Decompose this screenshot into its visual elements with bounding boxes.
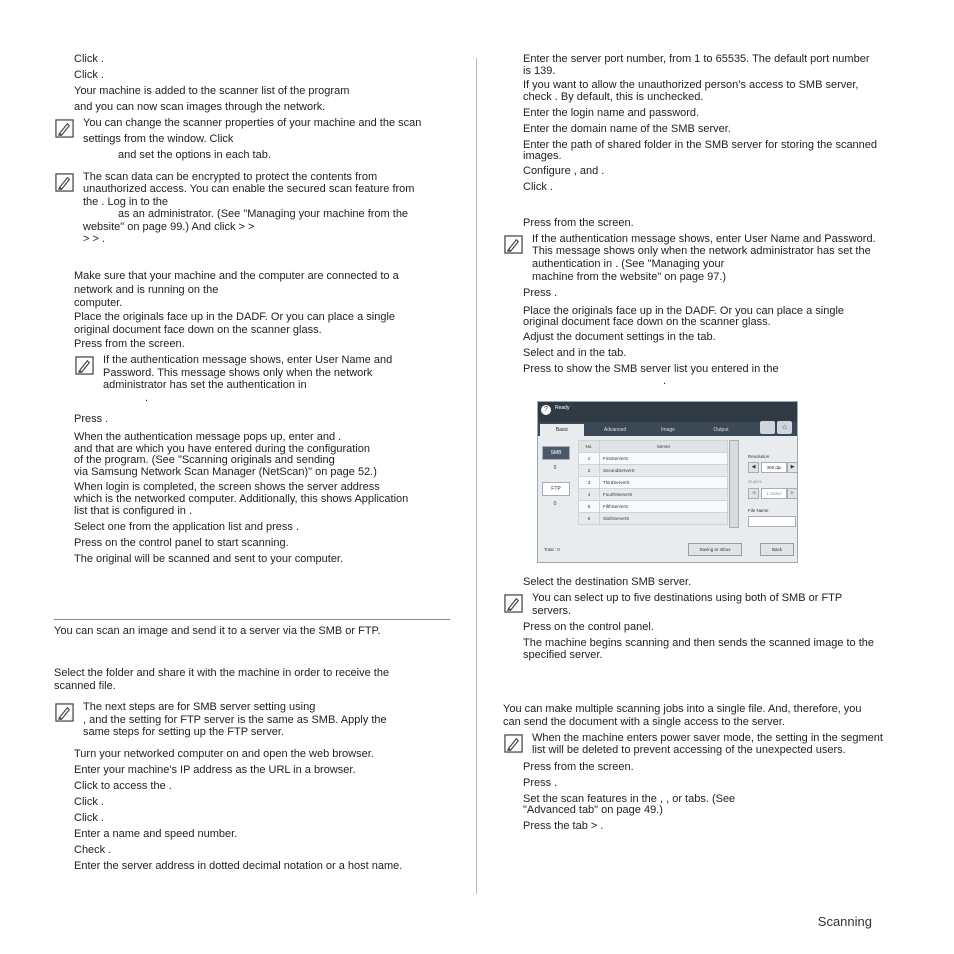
resolution-label: Resolution — [748, 454, 770, 460]
note-line: settings from the window. Click — [83, 132, 234, 145]
text-line: Enter the server port number, from 1 to 65535. The default port number — [523, 53, 870, 65]
right-column — [503, 54, 896, 837]
duplex-value: 1 Sided — [761, 488, 787, 499]
text-line: Select one from the application list and press . — [74, 520, 300, 533]
text-line: Make sure that your machine and the computer are connected to a — [74, 270, 399, 283]
table-row[interactable] — [579, 513, 728, 525]
note-line: > > . — [83, 233, 106, 246]
row-number: 6 — [579, 513, 600, 525]
note-line: website" on page 99.) And click > > — [83, 220, 255, 233]
text-line: Press on the control panel. — [523, 621, 654, 634]
note-line: unauthorized access. You can enable the secured scan feature from — [83, 183, 415, 196]
note-five-destinations — [503, 593, 896, 617]
note-icon — [504, 734, 523, 753]
note-icon — [504, 594, 523, 613]
text-line: Adjust the document settings in the tab. — [523, 331, 716, 344]
note-icon — [55, 119, 74, 138]
back-button[interactable]: Back — [760, 543, 794, 556]
text-line: Place the originals face up in the DADF. Or you can place a single — [523, 304, 845, 317]
text-line: Press on the control panel to start scanning. — [74, 536, 289, 549]
text-line: Enter a name and speed number. — [74, 827, 238, 840]
server-name: FourthServerS — [600, 489, 728, 501]
note-authentication-right — [503, 234, 896, 283]
left-block-3 — [54, 414, 450, 565]
note-line: machine from the website" on page 97.) — [532, 270, 727, 283]
note-line: The scan data can be encrypted to protect the contents from — [83, 170, 378, 183]
text-line: Click . — [74, 795, 104, 808]
text-line: Enter the path of shared folder in the SMB server for storing the scanned — [523, 138, 878, 151]
text-line: Enter the server address in dotted decimal notation or a host name. — [74, 859, 403, 872]
text-line: scanned file. — [54, 680, 116, 693]
note-line: same steps for setting up the FTP server. — [83, 726, 284, 739]
page-footer: Scanning — [817, 914, 872, 929]
right-block-3 — [503, 288, 896, 387]
note-line: authentication in . (See "Managing your — [532, 258, 725, 271]
column-header-no: No. — [579, 441, 600, 453]
text-line: Press the tab > . — [523, 820, 604, 833]
column-divider — [476, 58, 477, 894]
row-number: 1 — [579, 453, 600, 465]
note-icon — [55, 173, 74, 192]
table-row[interactable] — [579, 477, 728, 489]
server-table — [578, 440, 728, 525]
row-number: 2 — [579, 465, 600, 477]
note-line: When the machine enters power saver mode, the setting in the segment — [532, 731, 883, 744]
file-name-label: File Name — [748, 508, 769, 514]
section-rule — [54, 619, 450, 620]
section-intro: You can scan an image and send it to a server via the SMB or FTP. — [54, 625, 381, 638]
text-line: original document face down on the scanner glass. — [523, 316, 771, 329]
text-line: "Advanced tab" on page 49.) — [523, 804, 663, 817]
resolution-right-arrow[interactable]: ▶ — [787, 462, 798, 473]
device-status: Ready — [555, 405, 570, 412]
note-line: This message shows only when the network administrator has set the — [532, 245, 871, 258]
text-line: When the authentication message pops up, enter and . — [74, 430, 342, 443]
note-line: The next steps are for SMB server setting using — [83, 701, 316, 714]
note-icon — [504, 235, 523, 254]
text-line: Click . — [523, 180, 553, 193]
left-block-5 — [54, 749, 450, 872]
server-name: FifthServerS — [600, 501, 728, 513]
text-line: can send the document with a single access to the server. — [503, 715, 785, 728]
tab-basic[interactable]: Basic — [540, 424, 584, 436]
duplex-right-arrow: ▶ — [787, 488, 798, 499]
right-block-1 — [503, 54, 896, 194]
table-row[interactable] — [579, 501, 728, 513]
note-line: . — [145, 391, 149, 404]
text-line: Check . — [74, 843, 112, 856]
server-name: SecondServerS — [600, 465, 728, 477]
device-top-bar — [538, 402, 797, 422]
left-block-1 — [54, 54, 450, 114]
text-line: Your machine is added to the scanner list of the program — [74, 84, 350, 97]
text-line: . — [663, 374, 667, 387]
list-scrollbar[interactable] — [729, 440, 739, 528]
text-line: of the program. (See "Scanning originals and sending — [74, 454, 335, 467]
tab-output[interactable]: Output — [713, 427, 729, 434]
note-line: If the authentication message shows, enter User Name and Password. — [532, 232, 876, 245]
duplex-label: Duplex — [748, 479, 763, 485]
text-line: images. — [523, 150, 562, 163]
text-line: Select the destination SMB server. — [523, 576, 692, 589]
server-name: ThirdServerS — [600, 477, 728, 489]
text-line: If you want to allow the unauthorized person’s access to SMB server, — [523, 79, 859, 92]
table-row[interactable] — [579, 465, 728, 477]
text-line: list that is configured in . — [74, 504, 193, 517]
text-line: The machine begins scanning and then sends the scanned image to the — [523, 637, 875, 650]
note-icon — [55, 703, 74, 722]
note-authentication — [54, 355, 450, 404]
resolution-left-arrow[interactable]: ◀ — [748, 462, 759, 473]
right-block-7 — [503, 762, 896, 833]
text-line: Press from the screen. — [523, 760, 634, 773]
text-line: Press . — [74, 413, 109, 426]
table-row[interactable] — [579, 453, 728, 465]
note-scanner-properties — [54, 118, 450, 162]
text-line: Click . — [74, 811, 104, 824]
note-line: the . Log in to the — [83, 195, 169, 208]
text-line: Select and in the tab. — [523, 347, 627, 360]
text-line: Press . — [523, 776, 558, 789]
text-line: Enter your machine's IP address as the URL in a browser. — [74, 763, 356, 776]
smb-button[interactable]: SMB — [542, 446, 570, 460]
device-screen-smb-list — [537, 401, 798, 563]
text-line: Set the scan features in the , , or tabs. (See — [523, 792, 736, 805]
text-line: The original will be scanned and sent to your computer. — [74, 552, 344, 565]
text-line: Place the originals face up in the DADF. Or you can place a single — [74, 310, 396, 323]
text-line: Click . — [74, 68, 104, 81]
file-name-input[interactable] — [748, 516, 796, 527]
text-line: is 139. — [523, 64, 556, 77]
right-block-5 — [503, 622, 896, 661]
left-block-2 — [54, 271, 450, 351]
note-power-saver — [503, 733, 896, 757]
server-name: FirstServerS — [600, 453, 728, 465]
tab-image[interactable]: Image — [661, 427, 675, 434]
home-icon[interactable]: ⌂ — [777, 421, 792, 434]
total-count: Total : 0 — [544, 547, 560, 553]
right-block-6 — [503, 704, 896, 728]
note-line: administrator has set the authentication in — [103, 379, 307, 392]
note-line: If the authentication message shows, enter User Name and — [103, 354, 393, 367]
text-line: Configure , and . — [523, 164, 605, 177]
text-line: and you can now scan images through the network. — [74, 100, 326, 113]
ftp-count: 0 — [553, 501, 557, 508]
tab-advanced[interactable]: Advanced — [603, 427, 627, 434]
address-book-icon[interactable] — [760, 421, 775, 434]
text-line: Click . — [74, 53, 104, 65]
smb-count: 0 — [553, 465, 557, 472]
text-line: network and is running on the — [74, 283, 219, 296]
text-line: Select the folder and share it with the machine in order to receive the — [54, 667, 390, 680]
row-number: 4 — [579, 489, 600, 501]
duplex-left-arrow: ◀ — [748, 488, 759, 499]
text-line: Press from the screen. — [523, 216, 634, 229]
text-line: original document face down on the scanner glass. — [74, 324, 322, 337]
note-line: Password. This message shows only when the network — [103, 366, 373, 379]
note-line: list will be deleted to prevent accessing of the unexpected users. — [532, 744, 846, 757]
note-line: You can select up to five destinations using both of SMB or FTP — [532, 592, 843, 605]
note-line: and set the options in each tab. — [118, 148, 271, 161]
note-encryption — [54, 172, 450, 247]
row-number: 3 — [579, 477, 600, 489]
text-line: Press to show the SMB server list you entered in the — [523, 363, 779, 375]
column-header-server: Server — [600, 441, 728, 453]
note-line: You can change the scanner properties of your machine and the scan — [83, 116, 422, 129]
text-line: Press from the screen. — [74, 338, 185, 351]
text-line: Press . — [523, 287, 558, 300]
text-line: When login is completed, the screen shows the server address — [74, 481, 380, 494]
help-icon[interactable]: ? — [541, 405, 551, 415]
device-tabs — [538, 422, 797, 436]
resolution-value: 300 dpi — [761, 462, 787, 473]
text-line: computer. — [74, 297, 123, 310]
text-line: which is the networked computer. Additionally, this shows Application — [74, 492, 409, 505]
note-icon — [75, 356, 94, 375]
text-line: Click to access the . — [74, 779, 172, 792]
text-line: check . By default, this is unchecked. — [523, 90, 704, 103]
text-line: via Samsung Network Scan Manager (NetScan)" on page 52.) — [74, 465, 377, 478]
text-line: and that are which you have entered during the configuration — [74, 442, 370, 455]
text-line: specified server. — [523, 648, 603, 661]
note-line: , and the setting for FTP server is the same as SMB. Apply the — [83, 713, 387, 726]
ftp-button[interactable]: FTP — [542, 482, 570, 496]
server-name: SixthServerS — [600, 513, 728, 525]
save-to-inbox-button[interactable]: Saving to Inbox — [688, 543, 742, 556]
note-line: servers. — [532, 604, 572, 617]
text-line: Enter the domain name of the SMB server. — [523, 122, 731, 135]
row-number: 5 — [579, 501, 600, 513]
left-block-4 — [54, 668, 450, 692]
note-smb-setting — [54, 702, 450, 739]
note-line: as an administrator. (See "Managing your machine from the — [118, 208, 409, 221]
table-row[interactable] — [579, 489, 728, 501]
text-line: You can make multiple scanning jobs into a single file. And, therefore, you — [503, 702, 862, 715]
text-line: Turn your networked computer on and open the web browser. — [74, 747, 374, 760]
left-column — [54, 54, 450, 877]
text-line: Enter the login name and password. — [523, 106, 700, 119]
